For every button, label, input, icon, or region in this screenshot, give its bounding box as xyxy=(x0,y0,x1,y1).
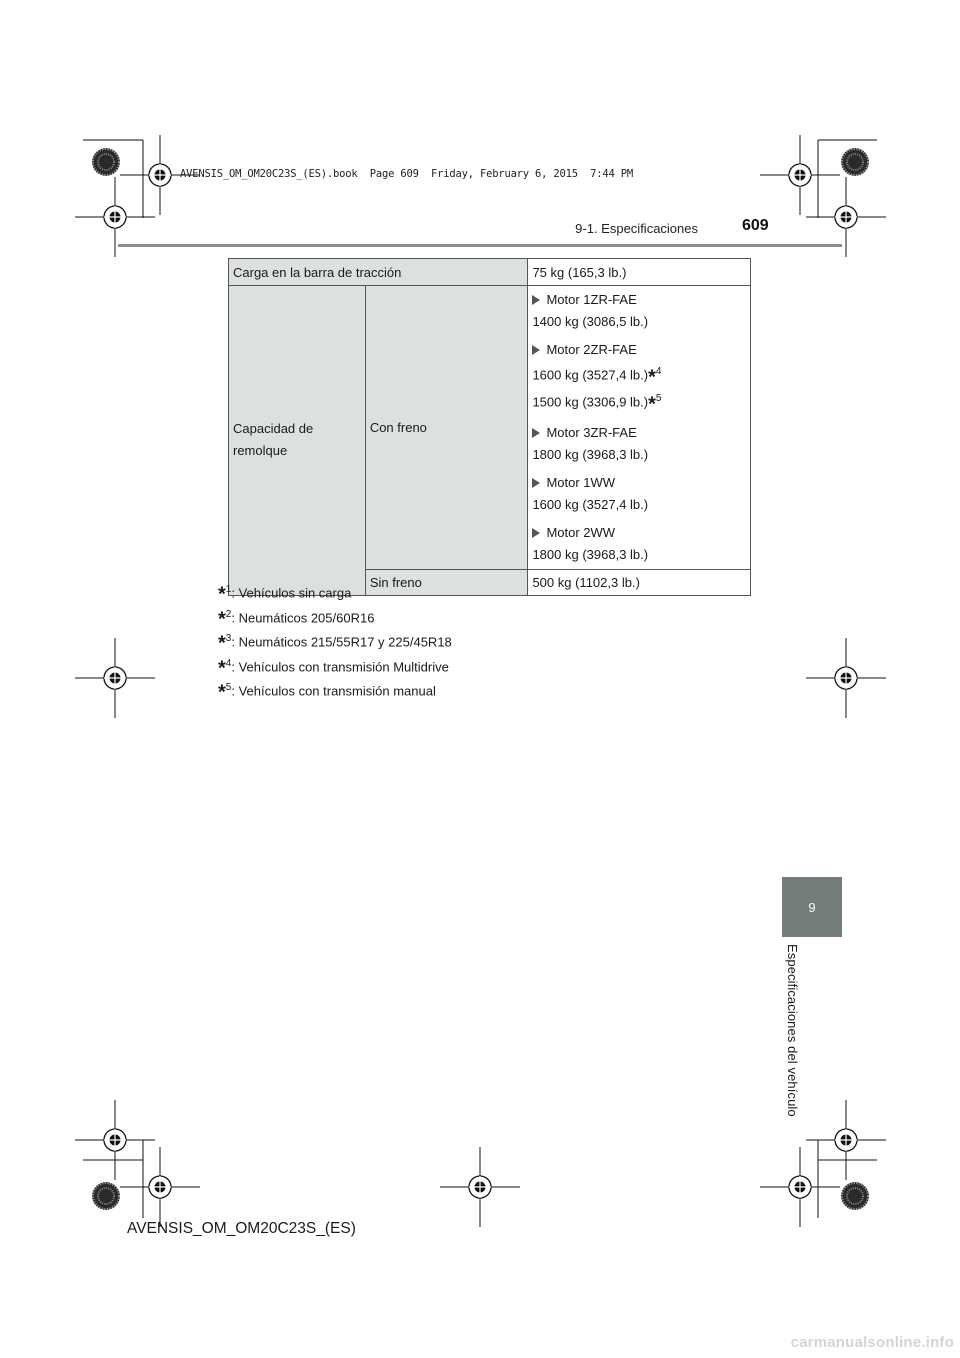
footnote-text: : Vehículos con transmisión manual xyxy=(231,683,436,699)
without-brake-value: 500 kg (1102,3 lb.) xyxy=(528,569,751,595)
section-title: 9-1. Especificaciones xyxy=(575,221,698,236)
chapter-tab: 9 xyxy=(782,877,842,937)
footnote-star: * xyxy=(648,366,656,389)
footnote-ref: 5 xyxy=(655,393,662,405)
chapter-label: Especificaciones del vehículo xyxy=(785,944,800,1117)
footnote-number: 5 xyxy=(225,682,232,693)
motor-name: Motor 2ZR-FAE xyxy=(546,342,637,357)
list-item xyxy=(532,469,746,519)
towing-value: 1600 kg (3527,4 lb.) xyxy=(532,496,649,512)
footnote-number: 2 xyxy=(225,608,232,620)
footnotes xyxy=(218,578,452,704)
footnote-text: : Vehículos sin carga xyxy=(231,585,352,601)
footnote-text: : Neumáticos 215/55R17 y 225/45R18 xyxy=(231,634,452,650)
drawbar-load-value: 75 kg (165,3 lb.) xyxy=(528,259,751,286)
with-brake-label: Con freno xyxy=(365,286,528,570)
footnote xyxy=(218,676,452,704)
table-row xyxy=(229,286,751,570)
footnote-text: : Neumáticos 205/60R16 xyxy=(231,609,375,625)
list-item xyxy=(532,336,746,419)
motor-name: Motor 2WW xyxy=(546,524,616,540)
footnote-star: * xyxy=(648,393,656,416)
list-item xyxy=(532,419,746,469)
header-rule xyxy=(118,244,842,247)
motor-name: Motor 1ZR-FAE xyxy=(546,292,637,307)
footnote xyxy=(218,578,452,606)
drawbar-load-label: Carga en la barra de tracción xyxy=(229,259,528,286)
with-brake-values xyxy=(528,286,751,570)
footnote xyxy=(218,652,452,677)
towing-spec-table xyxy=(225,258,751,596)
footnote xyxy=(218,603,452,628)
towing-capacity-label xyxy=(229,286,366,596)
triangle-bullet-icon xyxy=(532,295,540,305)
book-info-line: AVENSIS_OM_OM20C23S_(ES).book Page 609 Friday, February 6, 2015 7:44 PM xyxy=(180,168,633,180)
site-watermark: carmanualsonline.info xyxy=(790,1334,954,1351)
without-brake-label: Sin freno xyxy=(365,569,528,595)
footnote-number: 4 xyxy=(225,657,232,669)
triangle-bullet-icon xyxy=(532,478,540,488)
triangle-bullet-icon xyxy=(532,428,540,438)
footnote-ref: 4 xyxy=(655,366,662,377)
footnote-star: * xyxy=(218,656,226,679)
towing-capacity-label-line: Capacidad de xyxy=(233,421,314,437)
page-number: 609 xyxy=(742,217,769,234)
footnote-star: * xyxy=(218,583,226,606)
footnote-number: 3 xyxy=(225,633,232,644)
towing-value: 1600 kg (3527,4 lb.) xyxy=(532,367,649,383)
footnote-star: * xyxy=(218,632,226,655)
towing-value: 1400 kg (3086,5 lb.) xyxy=(532,314,649,329)
towing-value: 1800 kg (3968,3 lb.) xyxy=(532,546,649,562)
triangle-bullet-icon xyxy=(532,528,540,538)
footnote xyxy=(218,627,452,655)
footnote-star: * xyxy=(218,681,226,704)
towing-value: 1500 kg (3306,9 lb.) xyxy=(532,394,649,410)
table-row xyxy=(229,259,751,286)
footer-code: AVENSIS_OM_OM20C23S_(ES) xyxy=(127,1220,356,1237)
footnote-star: * xyxy=(218,607,226,630)
list-item xyxy=(532,286,746,336)
towing-capacity-label-line: remolque xyxy=(233,443,288,459)
triangle-bullet-icon xyxy=(532,345,540,355)
list-item xyxy=(532,519,746,569)
footnote-number: 1 xyxy=(225,584,232,595)
towing-value: 1800 kg (3968,3 lb.) xyxy=(532,446,649,462)
motor-name: Motor 3ZR-FAE xyxy=(546,424,637,440)
footnote-text: : Vehículos con transmisión Multidrive xyxy=(231,658,449,674)
motor-name: Motor 1WW xyxy=(546,474,616,490)
